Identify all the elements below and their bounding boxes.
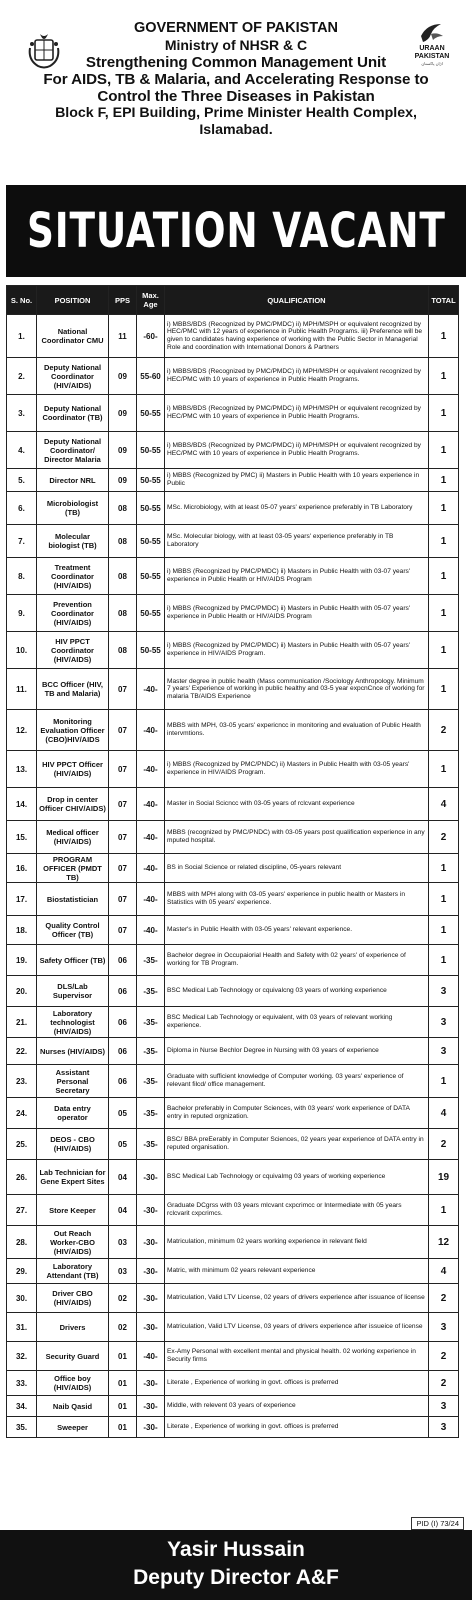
- row-total: 1: [429, 883, 459, 916]
- row-position: Monitoring Evaluation Officer (CBO)HIV/AIDS: [37, 710, 109, 751]
- row-total: 3: [429, 1038, 459, 1065]
- row-qualification: BSC Medical Lab Technology or cquivalmg 03 years of working experience: [165, 1160, 429, 1195]
- row-total: 1: [429, 916, 459, 945]
- table-row: [7, 710, 459, 751]
- row-number: 17.: [7, 883, 37, 916]
- row-total: 3: [429, 976, 459, 1007]
- table-row: [7, 1259, 459, 1284]
- row-max-age: -40-: [137, 821, 165, 854]
- row-number: 31.: [7, 1313, 37, 1342]
- row-number: 2.: [7, 358, 37, 395]
- table-row: [7, 883, 459, 916]
- row-number: 25.: [7, 1129, 37, 1160]
- table-row: [7, 358, 459, 395]
- row-total: 2: [429, 1371, 459, 1396]
- banner-title: SITUATION VACANT: [26, 203, 446, 259]
- row-position: Director NRL: [37, 469, 109, 492]
- row-position: Naib Qasid: [37, 1396, 109, 1417]
- row-pps: 01: [109, 1342, 137, 1371]
- table-row: [7, 395, 459, 432]
- row-total: 2: [429, 710, 459, 751]
- row-max-age: -40-: [137, 1342, 165, 1371]
- row-number: 32.: [7, 1342, 37, 1371]
- row-number: 9.: [7, 595, 37, 632]
- row-qualification: Graduate with sufficient knowledge of Computer working. 03 years' experience of relevant filcd/ office management.: [165, 1065, 429, 1098]
- vacancy-table: [6, 285, 459, 1438]
- row-total: 3: [429, 1396, 459, 1417]
- row-number: 15.: [7, 821, 37, 854]
- row-total: 2: [429, 1342, 459, 1371]
- row-pps: 07: [109, 854, 137, 883]
- row-qualification: i) MBBS/BDS (Recognized by PMC/PMDC) ii) MPH/MSPH or equivalent recognized by HEC/PMC with 10 years of experience in Public Health Programs.: [165, 395, 429, 432]
- row-pps: 01: [109, 1396, 137, 1417]
- row-qualification: i) MBBS/BDS (Recognized by PMC/PMDC) ii) MPH/MSPH or equivalent recognized by HEC/PMC with 12 years of experience in Public Health Programs. iii) Preference will be given to candidates having experience of working with the Public Sector in Managerial Role and coordination with International Donors & Partners: [165, 315, 429, 358]
- row-max-age: -60-: [137, 315, 165, 358]
- table-row: [7, 788, 459, 821]
- row-qualification: MSc. Microbiology, with at least 05-07 years' experience preferably in TB Laboratory: [165, 492, 429, 525]
- row-pps: 08: [109, 595, 137, 632]
- row-max-age: 50-55: [137, 395, 165, 432]
- row-total: 1: [429, 632, 459, 669]
- header-pps: PPS: [109, 286, 137, 315]
- row-position: Driver CBO (HIV/AIDS): [37, 1284, 109, 1313]
- row-position: Security Guard: [37, 1342, 109, 1371]
- row-total: 4: [429, 788, 459, 821]
- row-max-age: -35-: [137, 976, 165, 1007]
- row-max-age: -30-: [137, 1417, 165, 1438]
- row-max-age: 50-55: [137, 492, 165, 525]
- table-row: [7, 1226, 459, 1259]
- row-position: Drivers: [37, 1313, 109, 1342]
- row-total: 3: [429, 1313, 459, 1342]
- row-position: Drop in center Officer CHIV/AIDS): [37, 788, 109, 821]
- row-total: 4: [429, 1259, 459, 1284]
- row-max-age: -35-: [137, 945, 165, 976]
- row-total: 1: [429, 525, 459, 558]
- row-total: 2: [429, 1129, 459, 1160]
- row-qualification: Ex-Amy Personal with excellent mental and physical health. 02 working experience in Security firms: [165, 1342, 429, 1371]
- row-pps: 08: [109, 632, 137, 669]
- row-number: 11.: [7, 669, 37, 710]
- row-number: 1.: [7, 315, 37, 358]
- row-pps: 04: [109, 1195, 137, 1226]
- table-row: [7, 751, 459, 788]
- row-max-age: -35-: [137, 1065, 165, 1098]
- row-number: 26.: [7, 1160, 37, 1195]
- header-unit: Strengthening Common Management Unit: [85, 54, 387, 71]
- table-row: [7, 1007, 459, 1038]
- row-number: 14.: [7, 788, 37, 821]
- row-total: 1: [429, 854, 459, 883]
- row-position: Microbiologist (TB): [37, 492, 109, 525]
- row-position: BCC Officer (HIV, TB and Malaria): [37, 669, 109, 710]
- row-max-age: 50-55: [137, 558, 165, 595]
- row-number: 27.: [7, 1195, 37, 1226]
- row-position: Office boy (HIV/AIDS): [37, 1371, 109, 1396]
- row-qualification: Graduate DCgrss with 03 years mlcvant cxpcrimcc or Intermediate with 05 years rclcvarit cxpcrimcs.: [165, 1195, 429, 1226]
- row-total: 12: [429, 1226, 459, 1259]
- row-qualification: Matriculation, Valid LTV License, 03 years of drivers experience after issueice of license: [165, 1313, 429, 1342]
- row-pps: 11: [109, 315, 137, 358]
- row-pps: 01: [109, 1417, 137, 1438]
- table-row: [7, 1098, 459, 1129]
- row-total: 2: [429, 1284, 459, 1313]
- table-row: [7, 1284, 459, 1313]
- row-max-age: -30-: [137, 1195, 165, 1226]
- header-address-line1: Block F, EPI Building, Prime Minister Health Complex,: [55, 105, 417, 121]
- table-row: [7, 976, 459, 1007]
- row-qualification: Master degree in public health (Mass communication /Sociology Anthropology. Minimum 7 years' Experience of working in public healthy and 03-5 year expcnCnce of working for malaria TB/AIDS Experience: [165, 669, 429, 710]
- row-pps: 08: [109, 525, 137, 558]
- row-total: 1: [429, 432, 459, 469]
- row-pps: 05: [109, 1129, 137, 1160]
- row-max-age: 50-55: [137, 469, 165, 492]
- row-qualification: BSC Medical Lab Technology or cquivalcng 03 years of working experience: [165, 976, 429, 1007]
- row-pps: 03: [109, 1259, 137, 1284]
- uraan-pakistan-logo: [408, 22, 456, 70]
- row-position: National Coordinator CMU: [37, 315, 109, 358]
- table-row: [7, 1129, 459, 1160]
- row-pps: 08: [109, 558, 137, 595]
- row-qualification: BSC/ BBA preEerably in Computer Sciences, 02 years year experience of DATA entry in reputed organisation.: [165, 1129, 429, 1160]
- header-qualification: QUALIFICATION: [165, 286, 429, 315]
- row-pps: 09: [109, 432, 137, 469]
- row-number: 3.: [7, 395, 37, 432]
- row-pps: 06: [109, 1038, 137, 1065]
- row-pps: 08: [109, 492, 137, 525]
- row-position: DEOS - CBO (HIV/AIDS): [37, 1129, 109, 1160]
- header-total: TOTAL: [429, 286, 459, 315]
- row-max-age: -35-: [137, 1098, 165, 1129]
- row-max-age: -40-: [137, 788, 165, 821]
- row-position: Assistant Personal Secretary: [37, 1065, 109, 1098]
- row-position: Deputy National Coordinator (TB): [37, 395, 109, 432]
- table-row: [7, 945, 459, 976]
- table-row: [7, 492, 459, 525]
- row-position: HIV PPCT Officer (HIV/AIDS): [37, 751, 109, 788]
- row-total: 1: [429, 315, 459, 358]
- row-number: 23.: [7, 1065, 37, 1098]
- row-total: 1: [429, 1195, 459, 1226]
- row-max-age: -30-: [137, 1226, 165, 1259]
- row-number: 28.: [7, 1226, 37, 1259]
- table-row: [7, 1038, 459, 1065]
- row-max-age: -30-: [137, 1160, 165, 1195]
- vacancy-table-wrapper: [6, 285, 458, 1438]
- row-total: 1: [429, 751, 459, 788]
- row-max-age: -30-: [137, 1396, 165, 1417]
- row-pps: 01: [109, 1371, 137, 1396]
- header-program-line1: For AIDS, TB & Malaria, and Accelerating Response to: [43, 71, 429, 88]
- row-pps: 07: [109, 788, 137, 821]
- row-position: PROGRAM OFFICER (PMDT TB): [37, 854, 109, 883]
- row-pps: 07: [109, 883, 137, 916]
- row-qualification: i) MBBS (Recognized by PMC/PMDC) ii) Masters in Public Health with 05-07 years' experience in Public Health or HIV/AIDS Program: [165, 595, 429, 632]
- row-total: 1: [429, 358, 459, 395]
- row-qualification: Bachelor degree in Occupaiorial Health and Safety with 02 years' of experience of working for TB Program.: [165, 945, 429, 976]
- row-position: Treatment Coordinator (HIV/AIDS): [37, 558, 109, 595]
- row-position: Molecular biologist (TB): [37, 525, 109, 558]
- table-row: [7, 1371, 459, 1396]
- row-position: Out Reach Worker-CBO (HIV/AIDS): [37, 1226, 109, 1259]
- table-row: [7, 315, 459, 358]
- header-position: POSITION: [37, 286, 109, 315]
- row-max-age: 50-55: [137, 525, 165, 558]
- row-max-age: -35-: [137, 1129, 165, 1160]
- row-max-age: -35-: [137, 1038, 165, 1065]
- row-total: 4: [429, 1098, 459, 1129]
- row-position: Deputy National Coordinator/ Director Malaria: [37, 432, 109, 469]
- table-row: [7, 1160, 459, 1195]
- row-pps: 07: [109, 916, 137, 945]
- row-position: Sweeper: [37, 1417, 109, 1438]
- row-max-age: 50-55: [137, 432, 165, 469]
- table-row: [7, 1065, 459, 1098]
- row-max-age: -40-: [137, 751, 165, 788]
- row-number: 24.: [7, 1098, 37, 1129]
- row-qualification: i) MBBS (Recognized by PMC/PNDC) ii) Masters in Public Health with 03-05 years' experience in HIV/AIDS Program.: [165, 751, 429, 788]
- row-qualification: i) MBBS (Recognized by PMC/PMDC) ii) Masters in Public Health with 03-07 years' experience in Public Health or HIV/AIDS Program: [165, 558, 429, 595]
- row-number: 21.: [7, 1007, 37, 1038]
- row-max-age: -40-: [137, 710, 165, 751]
- row-pps: 09: [109, 469, 137, 492]
- table-row: [7, 432, 459, 469]
- table-row: [7, 1313, 459, 1342]
- row-number: 10.: [7, 632, 37, 669]
- row-position: HIV PPCT Coordinator (HIV/AIDS): [37, 632, 109, 669]
- row-pps: 07: [109, 669, 137, 710]
- row-number: 34.: [7, 1396, 37, 1417]
- row-total: 3: [429, 1007, 459, 1038]
- row-max-age: -30-: [137, 1313, 165, 1342]
- row-total: 1: [429, 595, 459, 632]
- row-max-age: -40-: [137, 854, 165, 883]
- row-pps: 07: [109, 821, 137, 854]
- row-max-age: -30-: [137, 1284, 165, 1313]
- row-pps: 09: [109, 395, 137, 432]
- table-row: [7, 1342, 459, 1371]
- table-row: [7, 558, 459, 595]
- situation-vacant-banner: [6, 185, 466, 277]
- table-row: [7, 632, 459, 669]
- row-qualification: BS in Social Science or related discipline, 05-years relevant: [165, 854, 429, 883]
- header-address-line2: Islamabad.: [199, 122, 273, 138]
- table-header-row: [7, 286, 459, 315]
- row-qualification: i) MBBS (Recognized by PMC/PMDC) ii) Masters in Public Health with 05-07 years' experience in HIV/AIDS Program.: [165, 632, 429, 669]
- row-qualification: i) MBBS/BDS (Recognized by PMC/PMDC) ii) MPH/MSPH or equivalent recognized by HEC/PMC with 10 years of experience in Public Health Programs.: [165, 358, 429, 395]
- row-position: Data entry operator: [37, 1098, 109, 1129]
- row-pps: 04: [109, 1160, 137, 1195]
- row-max-age: -40-: [137, 883, 165, 916]
- row-pps: 03: [109, 1226, 137, 1259]
- row-qualification: Master in Social Scicncc with 03-05 years of rclcvant experience: [165, 788, 429, 821]
- row-number: 29.: [7, 1259, 37, 1284]
- row-number: 18.: [7, 916, 37, 945]
- row-qualification: Matriculation, Valid LTV License, 02 years of drivers experience after issuance of license: [165, 1284, 429, 1313]
- table-row: [7, 1195, 459, 1226]
- row-number: 13.: [7, 751, 37, 788]
- header-ministry: Ministry of NHSR & C: [164, 37, 308, 53]
- signatory-title: Deputy Director A&F: [133, 1566, 339, 1589]
- uraan-logo-text: URAAN PAKISTAN: [414, 45, 450, 60]
- row-position: Biostatistician: [37, 883, 109, 916]
- row-total: 3: [429, 1417, 459, 1438]
- uraan-bird-icon: [419, 22, 445, 44]
- row-pps: 06: [109, 1007, 137, 1038]
- row-total: 19: [429, 1160, 459, 1195]
- row-position: Safety Officer (TB): [37, 945, 109, 976]
- row-position: Deputy National Coordinator (HIV/AIDS): [37, 358, 109, 395]
- table-row: [7, 821, 459, 854]
- row-number: 4.: [7, 432, 37, 469]
- row-qualification: Middle, with relevent 03 years of experience: [165, 1396, 429, 1417]
- row-max-age: 55-60: [137, 358, 165, 395]
- row-pps: 09: [109, 358, 137, 395]
- row-max-age: -30-: [137, 1371, 165, 1396]
- row-qualification: Literate , Experience of working in govt. offices is preferred: [165, 1417, 429, 1438]
- row-number: 7.: [7, 525, 37, 558]
- header-max-age: Max. Age: [137, 286, 165, 315]
- row-max-age: -40-: [137, 669, 165, 710]
- row-position: Laboratory Attendant (TB): [37, 1259, 109, 1284]
- row-qualification: Matriculation, minimum 02 years working experience in relevant field: [165, 1226, 429, 1259]
- row-total: 1: [429, 945, 459, 976]
- table-row: [7, 1417, 459, 1438]
- row-max-age: -35-: [137, 1007, 165, 1038]
- header: [0, 0, 472, 183]
- row-number: 8.: [7, 558, 37, 595]
- row-position: Medical officer (HIV/AIDS): [37, 821, 109, 854]
- row-total: 1: [429, 395, 459, 432]
- header-program-line2: Control the Three Diseases in Pakistan: [97, 88, 375, 105]
- table-row: [7, 469, 459, 492]
- table-row: [7, 525, 459, 558]
- row-pps: 05: [109, 1098, 137, 1129]
- row-position: Nurses (HIV/AIDS): [37, 1038, 109, 1065]
- row-number: 12.: [7, 710, 37, 751]
- row-number: 16.: [7, 854, 37, 883]
- row-qualification: Diploma in Nurse Bechlor Degree in Nursing with 03 years of experience: [165, 1038, 429, 1065]
- header-sno: S. No.: [7, 286, 37, 315]
- row-position: Prevention Coordinator (HIV/AIDS): [37, 595, 109, 632]
- row-number: 35.: [7, 1417, 37, 1438]
- table-row: [7, 1396, 459, 1417]
- row-qualification: Bachelor preferably in Computer Sciences, with 03 years' work experience of DATA entry in reputed orgnization.: [165, 1098, 429, 1129]
- row-position: Store Keeper: [37, 1195, 109, 1226]
- row-max-age: 50-55: [137, 632, 165, 669]
- row-position: DLS/Lab Supervisor: [37, 976, 109, 1007]
- row-pps: 02: [109, 1284, 137, 1313]
- row-pps: 02: [109, 1313, 137, 1342]
- table-row: [7, 595, 459, 632]
- signatory-name: Yasir Hussain: [167, 1538, 305, 1561]
- row-qualification: MBBS with MPH, 03-05 ycars' expericncc in monitoring and evaluation of Public Health intervmtions.: [165, 710, 429, 751]
- row-pps: 07: [109, 751, 137, 788]
- table-row: [7, 916, 459, 945]
- header-government: GOVERNMENT OF PAKISTAN: [133, 20, 339, 36]
- row-max-age: -40-: [137, 916, 165, 945]
- row-total: 1: [429, 1065, 459, 1098]
- row-total: 1: [429, 558, 459, 595]
- row-pps: 06: [109, 976, 137, 1007]
- row-number: 6.: [7, 492, 37, 525]
- row-pps: 06: [109, 1065, 137, 1098]
- row-qualification: Matric, with minimum 02 years relevant experience: [165, 1259, 429, 1284]
- row-qualification: MBBS with MPH along with 03-05 years' experience in public health or Masters in Statistics with 05 years' experience.: [165, 883, 429, 916]
- row-qualification: MSc. Molecular biology, with at least 03-05 years' experience preferably in TB Laboratory: [165, 525, 429, 558]
- row-max-age: -30-: [137, 1259, 165, 1284]
- pid-number: PID (I) 73/24: [411, 1517, 464, 1530]
- row-number: 22.: [7, 1038, 37, 1065]
- row-qualification: BSC Medical Lab Technology or equivalent, with 03 years of relevant working experience.: [165, 1007, 429, 1038]
- row-position: Lab Technician for Gene Expert Sites: [37, 1160, 109, 1195]
- row-number: 33.: [7, 1371, 37, 1396]
- row-qualification: Master's in Public Health with 03-05 years' relevant experience.: [165, 916, 429, 945]
- row-position: Quality Control Officer (TB): [37, 916, 109, 945]
- row-number: 20.: [7, 976, 37, 1007]
- row-pps: 06: [109, 945, 137, 976]
- row-total: 1: [429, 669, 459, 710]
- table-row: [7, 669, 459, 710]
- row-position: Laboratory technologist (HIV/AIDS): [37, 1007, 109, 1038]
- table-row: [7, 854, 459, 883]
- row-number: 5.: [7, 469, 37, 492]
- row-qualification: i) MBBS (Recognized by PMC) ii) Masters in Public Health with 10 years experience in Public: [165, 469, 429, 492]
- row-qualification: Literate , Experience of working in govt. offices is preferred: [165, 1371, 429, 1396]
- row-number: 19.: [7, 945, 37, 976]
- row-qualification: MBBS (recognized by PMC/PNDC) with 03-05 years post qualification experience in any mputed hospital.: [165, 821, 429, 854]
- row-max-age: 50-55: [137, 595, 165, 632]
- row-number: 30.: [7, 1284, 37, 1313]
- row-total: 2: [429, 821, 459, 854]
- row-total: 1: [429, 492, 459, 525]
- row-total: 1: [429, 469, 459, 492]
- row-qualification: i) MBBS/BDS (Recognized by PMC/PMDC) ii) MPH/MSPH or equivalent recognized by HEC/PMC with 10 years of experience in Public Health Programs.: [165, 432, 429, 469]
- row-pps: 07: [109, 710, 137, 751]
- uraan-logo-subtext: اڑان پاکستان: [421, 61, 443, 66]
